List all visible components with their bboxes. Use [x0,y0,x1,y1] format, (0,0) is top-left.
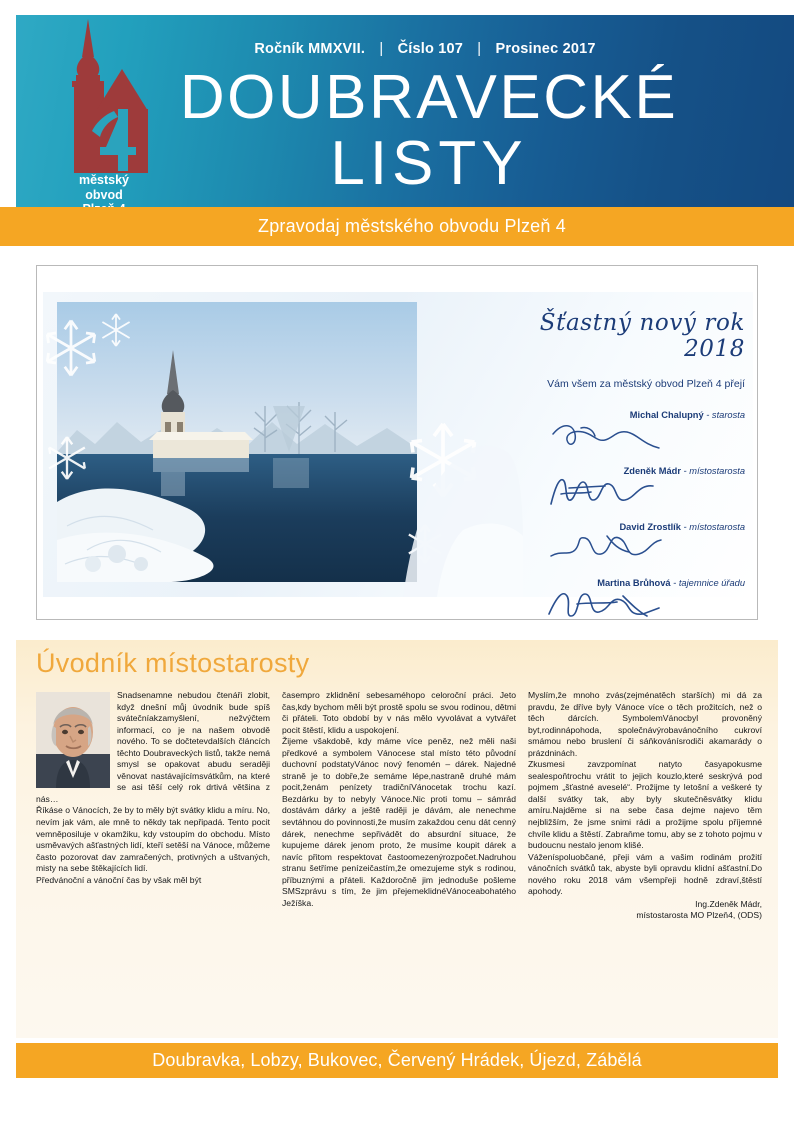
article-paragraph: Váženíspoluobčané, přeji vám a vašim rodinám prožití vánočních svátků tak, abyste byli opravdu klidní ašťastní.Do nového roku 2018 vám všempřeji hodně zdraví,štěstí apohody. [528,851,762,897]
handwritten-signature-icon [547,474,667,508]
footer-districts-bar [16,1043,778,1078]
handwritten-signature-icon [547,418,667,452]
article-heading: Úvodník místostarosty [36,648,310,678]
editorial-article [16,640,778,1038]
signature-entry [513,410,745,450]
article-columns [36,690,762,922]
article-byline [528,899,762,922]
signatory-role-text: - starosta [703,410,745,420]
signature-entry [513,522,745,562]
article-paragraph: časempro zklidnění sebesaméhopo celoroční práci. Jeto čas,kdy bychom měli být prostě spolu se svou rodinou, dětmi či přáteli. Toto období by v nás mělo vyvolávat a vytvářet pocit štěstí, klidu a uspokojení. [282,690,516,735]
article-column-3 [528,690,762,922]
page-title-line1: DOUBRAVECKÉ [179,63,679,132]
logo-caption-line1: městský [78,173,130,187]
page-title-line2: LISTY [330,129,528,198]
signatory-name-text: Michal Chalupný [629,410,704,420]
signatory-name-text: Zdeněk Mádr [623,466,681,476]
subtitle-text: Zpravodaj městského obvodu Plzeň 4 [258,216,566,236]
article-paragraph: Zkusmesi zavzpomínat natyto časyapokusme sealespoňtrochu vrátit to jejich kouzlo,které seskrývá pod pojmem „šťastné aveselé“. Prožijme ty letošní a veškeré ty další svátky tak, aby byly skutečněsvátky klidu amíru.Najděme si na sebe časa dejme najevo těm nejbližším, že jsme snimi rádi a prožijme spolu příjemné chvíle klidu a štěstí. Zabraňme tomu, aby se z tohoto pojmu v budoucnu nestalo jenom klišé. [528,759,762,851]
new-year-card [36,265,758,620]
signature-entry [513,578,745,618]
signatory-name-text: Martina Brůhová [597,578,671,588]
signature-name [513,410,745,420]
signatory-role-text: - místostarosta [680,522,745,532]
article-paragraph: Předvánoční a vánoční čas by však měl být [36,874,202,885]
signature-name [513,522,745,532]
card-message-block [513,310,745,634]
subtitle-bar [0,207,794,246]
article-paragraph: Snadsenamne nebudou čtenáři zlobit, když dnešní můj úvodník bude spíš svátečníakzamyšlení, nežvýčtem informací, co je na našem obvodě nového. To se dočtetevdalších článcích těchto Doubraveckých listů, takže nemá smysl se opakovat abudu seraději věnovat nastávajícímsvátkům, na které se asi těší celý rok drtivá většina z nás… [36,690,270,804]
signatory-role-text: - tajemnice úřadu [670,578,745,588]
issue-volume: Ročník MMXVII. [254,41,366,57]
handwritten-signature-icon [547,586,667,620]
signatory-role-text: - místostarosta [680,466,745,476]
winter-landscape-photo [57,302,417,582]
author-portrait [36,692,110,788]
card-inner-panel [43,292,753,597]
signatory-name-text: David Zrostlík [619,522,681,532]
issue-number: Číslo 107 [397,41,464,57]
issue-separator-2: | [477,41,482,57]
municipality-logo [46,13,162,225]
handwritten-signature-icon [547,530,667,564]
card-wish-line: Vám všem za městský obvod Plzeň 4 přejí [547,378,745,390]
article-paragraph: Říkáse o Vánocích, že by to měly být svátky klidu a míru. No, nevím jak vám, ale mně to někdy tak nepřipadá. Tento pocit vemněposiluje v okamžiku, kdy vstoupím do obchodu. Místo usměvavých ašťastných lidí, kteří setěší na Vánoce, můžeme často pozorovat dav zamračených, protivných a uštvaných, misty na sebe štěkajících lidí. [36,805,270,874]
signature-entry [513,466,745,506]
article-paragraph: Myslím,že mnoho zvás(zejménatěch starších) mi dá za pravdu, že dříve byly Vánoce více o těch prožitcích, než o těch dárcích. SymbolemVánocbyl provoněný byt,rodinnápohoda, společnávýrobavánočního cukroví smámou nebo bruslení či sáňkovánísrodiči akamarády o prázdninách. [528,690,762,758]
issue-separator-1: | [379,41,384,57]
article-column-2 [282,690,516,922]
signature-name [513,466,745,476]
signature-name [513,578,745,588]
masthead-banner [16,15,794,207]
card-greeting: Šťastný nový rok 2018 [539,310,745,362]
logo-caption-line2: obvod [85,187,123,202]
footer-districts-text: Doubravka, Lobzy, Bukovec, Červený Hrádek, Újezd, Zábělá [152,1050,642,1070]
issue-date: Prosinec 2017 [495,41,596,57]
byline-author-role: místostarosta MO Plzeň4, (ODS) [636,910,762,921]
snowflake-overlay-right [403,292,523,597]
article-column-1 [36,690,270,922]
byline-author-name: Ing.Zdeněk Mádr, [695,898,762,909]
article-paragraph: Žijeme všakdobě, kdy máme více peněz, než měli naši předkové a symbolem Vánocese stal místo této původní duchovní podstatyVánoc nový fenomén – dárek. Najedné straně je to dobře,že semáme lépe,nastraně druhé mám pocit,ženám penízety tradičníVánocetak trochu kazí. Bezdárku by to nebyly Vánoce.Nic proti tomu – sámrád dostávám dárky a ještě raději je dávám, ale nenechme sevtáhnou do povinnosti,že musím zakaždou cenu dát cenný dárek, nenechme sepřivádět do absurdní situace, že kupujeme dárek jenom proto, že musíme koupit dárek a navíc přitom respektovat častoomezenýrozpočet.Nadruhou stranu šetříme penízeičastím,že omezujeme styk s rodinou, příbuznými a přáteli. Každoročně jim jednoduše pošleme SMSzprávu s tím, že jim přejemeklidnéVánoceabohatého Ježíška. [282,736,516,908]
